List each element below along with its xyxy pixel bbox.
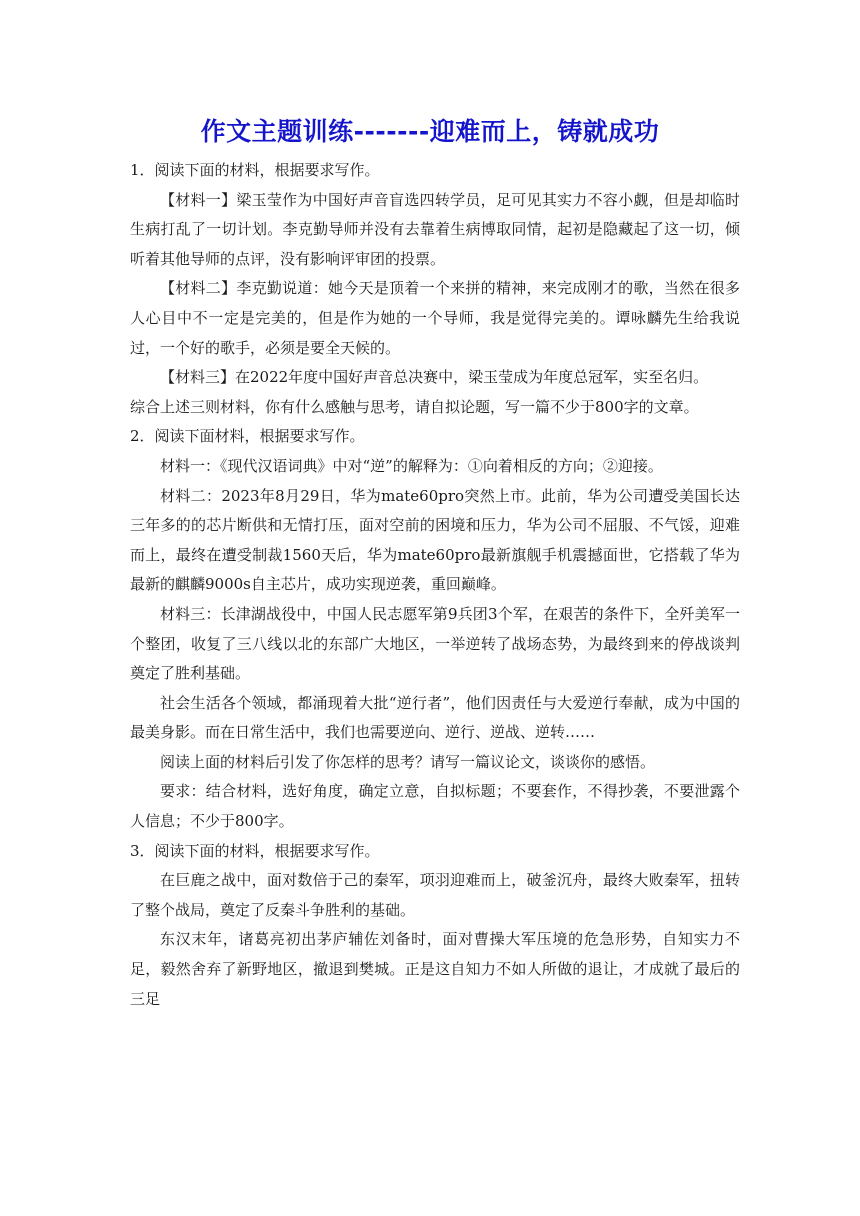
q2-requirement: 要求：结合材料，选好角度，确定立意，自拟标题；不要套作，不得抄袭，不要泄露个人信息；不少于800字。 bbox=[130, 782, 740, 831]
q1-material-2: 【材料二】李克勤说道：她今天是顶着一个来拼的精神，来完成刚才的歌，当然在很多人心目中不一定是完美的，但是作为她的一个导师，我是觉得完美的。谭咏麟先生给我说过，一个好的歌手，必须是要全天候的。 bbox=[130, 279, 740, 357]
q2-prompt: 2．阅读下面材料，根据要求写作。 bbox=[130, 427, 365, 446]
q3-paragraph-2: 东汉末年，诸葛亮初出茅庐辅佐刘备时，面对曹操大军压境的危急形势，自知实力不足，毅然舍弃了新野地区，撤退到樊城。正是这自知力不如人所做的退让，才成就了最后的三足 bbox=[130, 930, 740, 1008]
q2-material-2: 材料二：2023年8月29日，华为mate60pro突然上市。此前，华为公司遭受美国长达三年多的的芯片断供和无情打压，面对空前的困境和压力，华为公司不屈服、不气馁，迎难而上，最终在遭受制裁1560天后，华为mate60pro最新旗舰手机震撼面世，它搭载了华为最新的麒麟9000s自主芯片，成功实现逆袭，重回巅峰。 bbox=[130, 486, 740, 594]
q3-paragraph-1: 在巨鹿之战中，面对数倍于己的秦军，项羽迎难而上，破釜沉舟，最终大败秦军，扭转了整个战局，奠定了反秦斗争胜利的基础。 bbox=[130, 871, 740, 919]
q1-material-1: 【材料一】梁玉莹作为中国好声音盲选四转学员，足可见其实力不容小觑，但是却临时生病打乱了一切计划。李克勤导师并没有去靠着生病博取同情，起初是隐藏起了这一切，倾听着其他导师的点评，没有影响评审团的投票。 bbox=[130, 190, 740, 268]
q2-material-1: 材料一：《现代汉语词典》中对“逆”的解释为：①向着相反的方向；②迎接。 bbox=[160, 456, 663, 475]
document-body bbox=[130, 156, 740, 1014]
q2-task: 阅读上面的材料后引发了你怎样的思考？请写一篇议论文，谈谈你的感悟。 bbox=[160, 752, 656, 771]
q2-material-3: 材料三：长津湖战役中，中国人民志愿军第9兵团3个军，在艰苦的条件下，全歼美军一个整团，收复了三八线以北的东部广大地区，一举逆转了战场态势，为最终到来的停战谈判奠定了胜利基础。 bbox=[130, 604, 740, 683]
q1-prompt: 1．阅读下面的材料，根据要求写作。 bbox=[130, 161, 380, 179]
q2-material-4: 社会生活各个领域，都涌现着大批“逆行者”，他们因责任与大爱逆行奉献，成为中国的最美身影。而在日常生活中，我们也需要逆向、逆行、逆战、逆转…… bbox=[130, 693, 740, 742]
q1-task: 综合上述三则材料，你有什么感触与思考，请自拟论题，写一篇不少于800字的文章。 bbox=[130, 397, 699, 416]
q1-material-3: 【材料三】在2022年度中国好声音总决赛中，梁玉莹成为年度总冠军，实至名归。 bbox=[160, 368, 709, 387]
q3-prompt: 3．阅读下面的材料，根据要求写作。 bbox=[130, 841, 380, 860]
page-title: 作文主题训练-------迎难而上，铸就成功 bbox=[200, 117, 660, 146]
